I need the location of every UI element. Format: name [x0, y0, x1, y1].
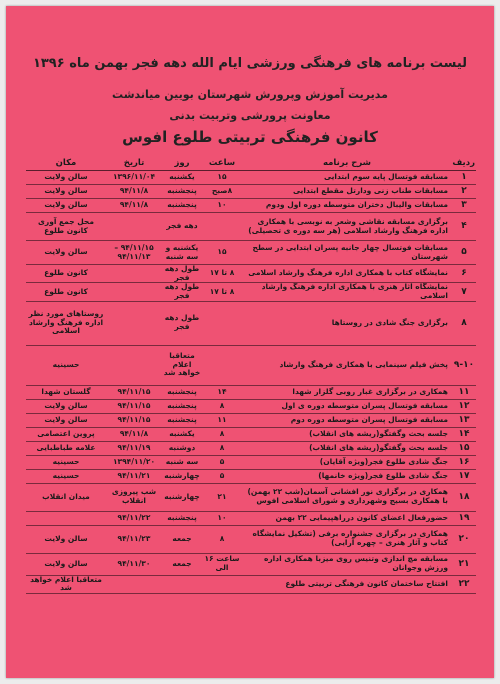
- col-day-header: روز: [162, 158, 202, 171]
- cell-title: نمایشگاه آثار هنری با همکاری اداره فرهنگ وارشاد اسلامی: [242, 283, 452, 301]
- table-row: [26, 525, 476, 553]
- table-row: [26, 553, 476, 575]
- cell-num: ۱۶: [452, 455, 476, 469]
- cell-day: پنجشنبه: [162, 399, 202, 413]
- cell-title: مسابقات والیبال دختران متوسطه دوره اول ودوم: [242, 199, 452, 213]
- cell-date: ۹۴/۱۱/۸: [106, 185, 162, 199]
- table-row: [26, 213, 476, 241]
- cell-date: ۹۴/۱۱/۱۵: [106, 413, 162, 427]
- cell-title: جلسه بحث وگفتگو(ریشه های انقلاب): [242, 441, 452, 455]
- cell-place: روستاهای مورد نظر اداره فرهنگ وارشاد اسلامی: [26, 301, 106, 345]
- cell-place: حسینیه: [26, 455, 106, 469]
- center-name: کانون فرهنگی تربیتی طلوع افوس: [122, 128, 378, 146]
- cell-num: ۱۹: [452, 511, 476, 525]
- table-row: [26, 441, 476, 455]
- cell-day: طول دهه فجر: [162, 265, 202, 283]
- cell-day: یکشنبه: [162, 427, 202, 441]
- cell-num: ۱۴: [452, 427, 476, 441]
- cell-date: ۹۴/۱۱/۸: [106, 427, 162, 441]
- col-num-header: ردیف: [452, 158, 476, 171]
- cell-place: سالن ولایت: [26, 553, 106, 575]
- cell-date: [106, 283, 162, 301]
- cell-title: جنگ شادی طلوع فجر(ویژه آقایان): [242, 455, 452, 469]
- table-row: [26, 241, 476, 265]
- program-table: [26, 158, 476, 594]
- cell-title: مسابقات طناب زنی ودارتل مقطع ابتدایی: [242, 185, 452, 199]
- cell-hour: [202, 301, 242, 345]
- cell-hour: ۱۵: [202, 171, 242, 185]
- table-row: [26, 283, 476, 301]
- cell-hour: ۵: [202, 455, 242, 469]
- cell-date: ۹۴/۱۱/۸: [106, 199, 162, 213]
- cell-day: یکشنبه و سه شنبه: [162, 241, 202, 265]
- document-page: [6, 6, 494, 678]
- cell-day: جمعه: [162, 553, 202, 575]
- cell-hour: ۵: [202, 469, 242, 483]
- cell-title: مسابقه فوتسال پسران متوسطه دوره دوم: [242, 413, 452, 427]
- cell-date: ۹۴/۱۱/۱۵ – ۹۴/۱۱/۱۳: [106, 241, 162, 265]
- table-row: [26, 345, 476, 385]
- cell-num: ۳: [452, 199, 476, 213]
- cell-day: پنجشنبه: [162, 511, 202, 525]
- cell-num: ۸: [452, 301, 476, 345]
- cell-hour: ۸: [202, 525, 242, 553]
- cell-hour: ۸ تا ۱۷: [202, 265, 242, 283]
- cell-date: [106, 345, 162, 385]
- department-line: مدیریت آموزش وپرورش شهرستان بویین میاندشت: [112, 88, 388, 101]
- cell-place: حسینیه: [26, 345, 106, 385]
- cell-place: [26, 511, 106, 525]
- document-title: لیست برنامه های فرهنگی ورزشی ایام الله دهه فجر بهمن ماه ۱۳۹۶: [32, 56, 468, 71]
- cell-place: کانون طلوع: [26, 265, 106, 283]
- col-date-header: تاریخ: [106, 158, 162, 171]
- cell-place: سالن ولایت: [26, 241, 106, 265]
- cell-num: ۱۷: [452, 469, 476, 483]
- cell-hour: ۸: [202, 441, 242, 455]
- table-row: [26, 199, 476, 213]
- cell-place: گلستان شهدا: [26, 385, 106, 399]
- table-row: [26, 185, 476, 199]
- cell-day: [162, 575, 202, 593]
- cell-title: حضورفعال اعضای کانون درراهپیمایی ۲۲ بهمن: [242, 511, 452, 525]
- cell-hour: ۱۵: [202, 241, 242, 265]
- table-row: [26, 511, 476, 525]
- cell-place: پروین اعتصامی: [26, 427, 106, 441]
- cell-day: سه شنبه: [162, 455, 202, 469]
- cell-title: مسابقه مچ اندازی وتنیس روی میزبا همکاری اداره ورزش وجوانان: [242, 553, 452, 575]
- cell-hour: ۱۱: [202, 413, 242, 427]
- cell-date: ۹۴/۱۱/۱۵: [106, 399, 162, 413]
- cell-day: پنجشنبه: [162, 199, 202, 213]
- cell-hour: ۸: [202, 399, 242, 413]
- cell-place: حسینیه: [26, 469, 106, 483]
- cell-title: همکاری در برگزاری نور افشانی آسمان(شب ۲۲ بهمن) با همکاری بسیج وشهرداری و شورای اسلامی افوس: [242, 483, 452, 511]
- cell-title: جلسه بحث وگفتگو(ریشه های انقلاب): [242, 427, 452, 441]
- cell-title: همکاری در برگزاری غبار روبی گلزار شهدا: [242, 385, 452, 399]
- cell-date: [106, 265, 162, 283]
- cell-date: [106, 213, 162, 241]
- cell-day: دهه فجر: [162, 213, 202, 241]
- table-row: [26, 413, 476, 427]
- table-row: [26, 483, 476, 511]
- cell-date: ۹۴/۱۱/۲۳: [106, 525, 162, 553]
- table-row: [26, 455, 476, 469]
- cell-hour: [202, 345, 242, 385]
- cell-place: سالن ولایت: [26, 171, 106, 185]
- cell-date: ۹۴/۱۱/۲۱: [106, 469, 162, 483]
- cell-num: ۲۰: [452, 525, 476, 553]
- cell-num: ۴: [452, 213, 476, 241]
- cell-num: ۱۸: [452, 483, 476, 511]
- col-hour-header: ساعت: [202, 158, 242, 171]
- cell-title: جنگ شادی طلوع فجر(ویژه خانمها): [242, 469, 452, 483]
- cell-date: ۹۴/۱۱/۱۹: [106, 441, 162, 455]
- cell-hour: ۸: [202, 427, 242, 441]
- cell-num: ۱۲: [452, 399, 476, 413]
- cell-hour: ۲۱: [202, 483, 242, 511]
- table-row: [26, 399, 476, 413]
- cell-title: افتتاح ساختمان کانون فرهنگی تربیتی طلوع: [242, 575, 452, 593]
- cell-date: [106, 301, 162, 345]
- cell-day: جمعه: [162, 525, 202, 553]
- cell-title: برگزاری جنگ شادی در روستاها: [242, 301, 452, 345]
- col-title-header: شرح برنامه: [242, 158, 452, 171]
- cell-date: ۹۴/۱۱/۳۰: [106, 553, 162, 575]
- cell-hour: ۸ تا ۱۷: [202, 283, 242, 301]
- cell-title: همکاری در برگزاری جشنواره برفی (تشکیل نمایشگاه کتاب و آثار هنری – چهره آرایی): [242, 525, 452, 553]
- cell-num: ۲۱: [452, 553, 476, 575]
- cell-day: طول دهه فجر: [162, 301, 202, 345]
- cell-hour: [202, 575, 242, 593]
- cell-place: محل جمع آوری کانون طلوع: [26, 213, 106, 241]
- cell-num: ۱۳: [452, 413, 476, 427]
- cell-title: برگزاری مسابقه نقاشی وشعر به نوبسی با همکاری اداره فرهنگ وارشاد اسلامی (هر سه دوره ی تحصیلی): [242, 213, 452, 241]
- table-row: [26, 469, 476, 483]
- cell-place: میدان انقلاب: [26, 483, 106, 511]
- cell-num: ۹-۱۰: [452, 345, 476, 385]
- deputy-line: معاونت پرورشی وتربیت بدنی: [169, 109, 331, 122]
- cell-day: پنجشنبه: [162, 385, 202, 399]
- cell-num: ۶: [452, 265, 476, 283]
- cell-place: سالن ولایت: [26, 413, 106, 427]
- cell-hour: ۸صبح: [202, 185, 242, 199]
- table-row: [26, 171, 476, 185]
- cell-day: چهارشنبه: [162, 483, 202, 511]
- cell-hour: ۱۰: [202, 511, 242, 525]
- table-row: [26, 385, 476, 399]
- table-row: [26, 301, 476, 345]
- cell-date: [106, 575, 162, 593]
- cell-place: سالن ولایت: [26, 399, 106, 413]
- cell-hour: [202, 213, 242, 241]
- cell-day: متعاقبا اعلام خواهد شد: [162, 345, 202, 385]
- cell-date: ۹۴/۱۱/۲۲: [106, 511, 162, 525]
- cell-title: نمایشگاه کتاب با همکاری اداره فرهنگ وارشاد اسلامی: [242, 265, 452, 283]
- cell-date: شب پیروزی انقلاب: [106, 483, 162, 511]
- cell-day: پنجشنبه: [162, 185, 202, 199]
- cell-day: پنجشنبه: [162, 413, 202, 427]
- cell-place: سالن ولایت: [26, 185, 106, 199]
- cell-num: ۱: [452, 171, 476, 185]
- col-place-header: مکان: [26, 158, 106, 171]
- table-header-row: [26, 158, 476, 171]
- cell-num: ۲: [452, 185, 476, 199]
- cell-place: سالن ولایت: [26, 199, 106, 213]
- cell-date: ۹۴/۱۱/۱۵: [106, 385, 162, 399]
- cell-place: سالن ولایت: [26, 525, 106, 553]
- cell-num: ۱۱: [452, 385, 476, 399]
- cell-day: دوشنبه: [162, 441, 202, 455]
- cell-num: ۵: [452, 241, 476, 265]
- cell-title: مسابقات فوتسال چهار جانبه پسران ابتدایی در سطح شهرستان: [242, 241, 452, 265]
- cell-hour: ساعت ۱۶ الی: [202, 553, 242, 575]
- cell-day: یکشنبه: [162, 171, 202, 185]
- cell-day: طول دهه فجر: [162, 283, 202, 301]
- cell-hour: ۱۰: [202, 199, 242, 213]
- cell-title: مسابقه فوتسال پسران متوسطه دوره ی اول: [242, 399, 452, 413]
- cell-title: پخش فیلم سینمایی با همکاری فرهنگ وارشاد: [242, 345, 452, 385]
- cell-num: ۱۵: [452, 441, 476, 455]
- table-row: [26, 427, 476, 441]
- cell-place: متعاقبا اعلام خواهد شد: [26, 575, 106, 593]
- cell-num: ۷: [452, 283, 476, 301]
- cell-hour: ۱۴: [202, 385, 242, 399]
- table-row: [26, 575, 476, 593]
- cell-date: ۱۳۹۴/۱۱/۲۰: [106, 455, 162, 469]
- table-row: [26, 265, 476, 283]
- cell-place: کانون طلوع: [26, 283, 106, 301]
- cell-place: علامه طباطبایی: [26, 441, 106, 455]
- cell-date: ۱۳۹۶/۱۱/۰۴: [106, 171, 162, 185]
- cell-title: مسابقه فوتسال پایه سوم ابتدایی: [242, 171, 452, 185]
- cell-num: ۲۲: [452, 575, 476, 593]
- cell-day: چهارشنبه: [162, 469, 202, 483]
